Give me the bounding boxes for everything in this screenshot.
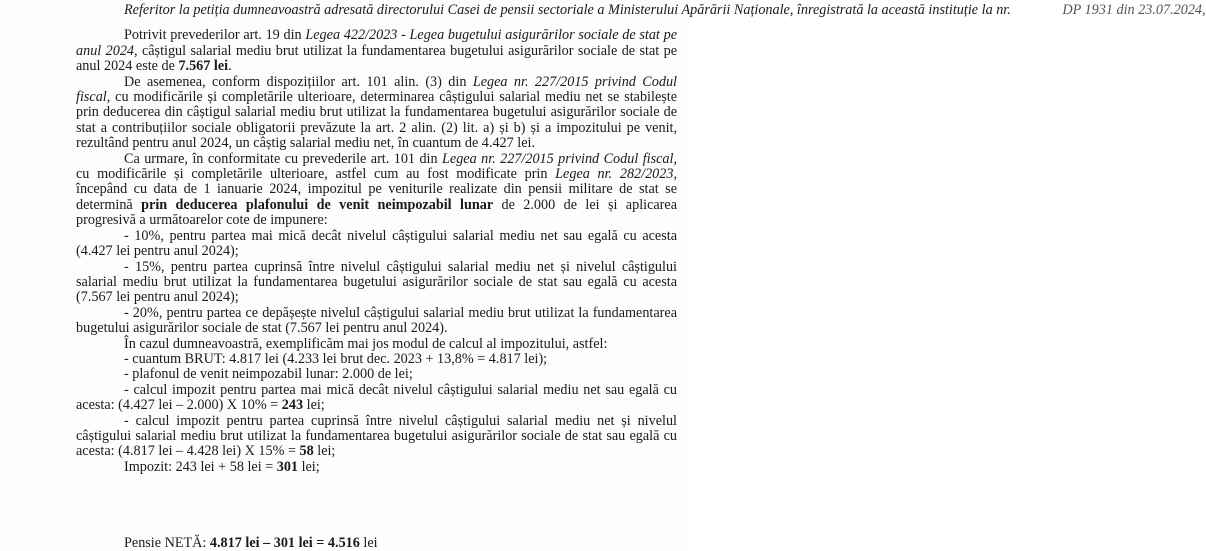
text: Pensie NETĂ: [124,535,210,551]
law-reference: Legea nr. 282/2023, [555,166,678,183]
net-pension-value: 4.817 lei – 301 lei = 4.516 [209,535,360,551]
net-pension-line-cut [76,536,677,550]
reference-lead: Referitor la petiția dumneavoastră adresată directorului Casei de pensii sectoriale a Ministerului Apărării Naționale, înregistrată la această instituție la nr. [124,2,1015,18]
example-calc-10 [76,383,677,414]
text: lei; [313,443,336,460]
paragraph-net-salary [76,75,677,152]
tax-10-value: 243 [281,397,304,414]
text: Potrivit prevederilor art. 19 din [124,27,306,44]
text: lei; [298,458,320,475]
letter-body [76,2,1206,475]
text: lei; [303,397,325,414]
paragraph-tax-rule [76,152,677,229]
text: - calcul impozit pentru partea mai mică decât nivelul câștigului salarial mediu net sau egală cu acesta: (4.427 lei – 2.000) X 10% = [76,381,677,414]
text: - calcul impozit pentru partea cuprinsă între nivelul câștigului salarial mediu net și nivelul câștigului salarial mediu brut utilizat la fundamentarea bugetului asigurărilor sociale de stat sau egală cu acesta: (4.817 lei – 4.428 lei) X 15% = [76,412,677,460]
rate-20: - 20%, pentru partea ce depășește nivelul câștigului salarial mediu brut utilizat la fundamentarea bugetului asigurărilor sociale de stat (7.567 lei pentru anul 2024). [76,304,677,337]
example-calc-15 [76,414,677,460]
text: câștigul salarial mediu brut utilizat la fundamentarea bugetului asigurărilor sociale de stat pe anul 2024 este de [76,42,677,75]
rate-15: - 15%, pentru partea cuprinsă între nivelul câștigului salarial mediu net și nivelul câștigului salarial mediu brut utilizat la fundamentarea bugetului asigurărilor sociale de stat sau egală cu acesta (7.567 lei pentru anul 2024); [76,258,677,306]
text: începând cu data de 1 ianuarie 2024, impozitul pe veniturile realizate din pensii militare de stat se determină [76,181,677,213]
law-reference: Legea 422/2023 - Legea bugetului asigurărilor sociale de stat pe anul 2024, [76,27,677,59]
text: . [228,58,232,75]
example-gross: - cuantum BRUT: 4.817 lei (4.233 lei brut dec. 2023 + 13,8% = 4.817 lei); [124,350,548,367]
reference-number-cut: DP 1931 din 23.07.2024, [1062,2,1206,18]
law-reference: Legea nr. 227/2015 privind Codul fiscal, [442,150,677,167]
law-reference: Legea nr. 227/2015 privind Codul fiscal, [76,73,677,106]
tax-15-value: 58 [299,443,314,460]
text: cu modificările și completările ulterioare, determinarea câștigului salarial mediu net se stabilește prin deducerea din câștigul salarial mediu brut utilizat la fundamentarea bugetului asigurărilor sociale de stat a contribuțiilor sociale obligatorii prevăzute la art. 2 alin. (2) lit. a) și b) și a impozitului pe venit, rezultând pentru anul 2024, un câștig salarial mediu net, în cuantum de 4.427 lei. [76,89,677,152]
rate-10: - 10%, pentru partea mai mică decât nivelul câștigului salarial mediu net sau egală cu acesta (4.427 lei pentru anul 2024); [76,227,677,260]
reference-line [76,2,1206,18]
deduction-rule: prin deducerea plafonului de venit neimpozabil lunar [141,196,494,213]
text: Ca urmare, în conformitate cu prevederile art. 101 din [124,150,443,167]
gross-salary-value: 7.567 lei [178,58,229,75]
text: de 2.000 de lei și aplicarea progresivă a următoarelor cote de impunere: [76,196,677,229]
paragraph-legal-basis [76,28,677,74]
example-ceiling: - plafonul de venit neimpozabil lunar: 2.000 de lei; [124,366,413,383]
example-net-pension [76,536,677,551]
total-tax-value: 301 [276,458,299,475]
text: lei [359,535,378,551]
text: cu modificările și completările ulterioare, astfel cum au fost modificate prin [76,166,556,183]
text: Impozit: 243 lei + 58 lei = [124,458,277,475]
example-total-tax [76,460,677,475]
example-intro: În cazul dumneavoastră, exemplificăm mai jos modul de calcul al impozitului, astfel: [124,335,608,352]
text: De asemenea, conform dispozițiilor art. 101 alin. (3) din [124,73,473,90]
